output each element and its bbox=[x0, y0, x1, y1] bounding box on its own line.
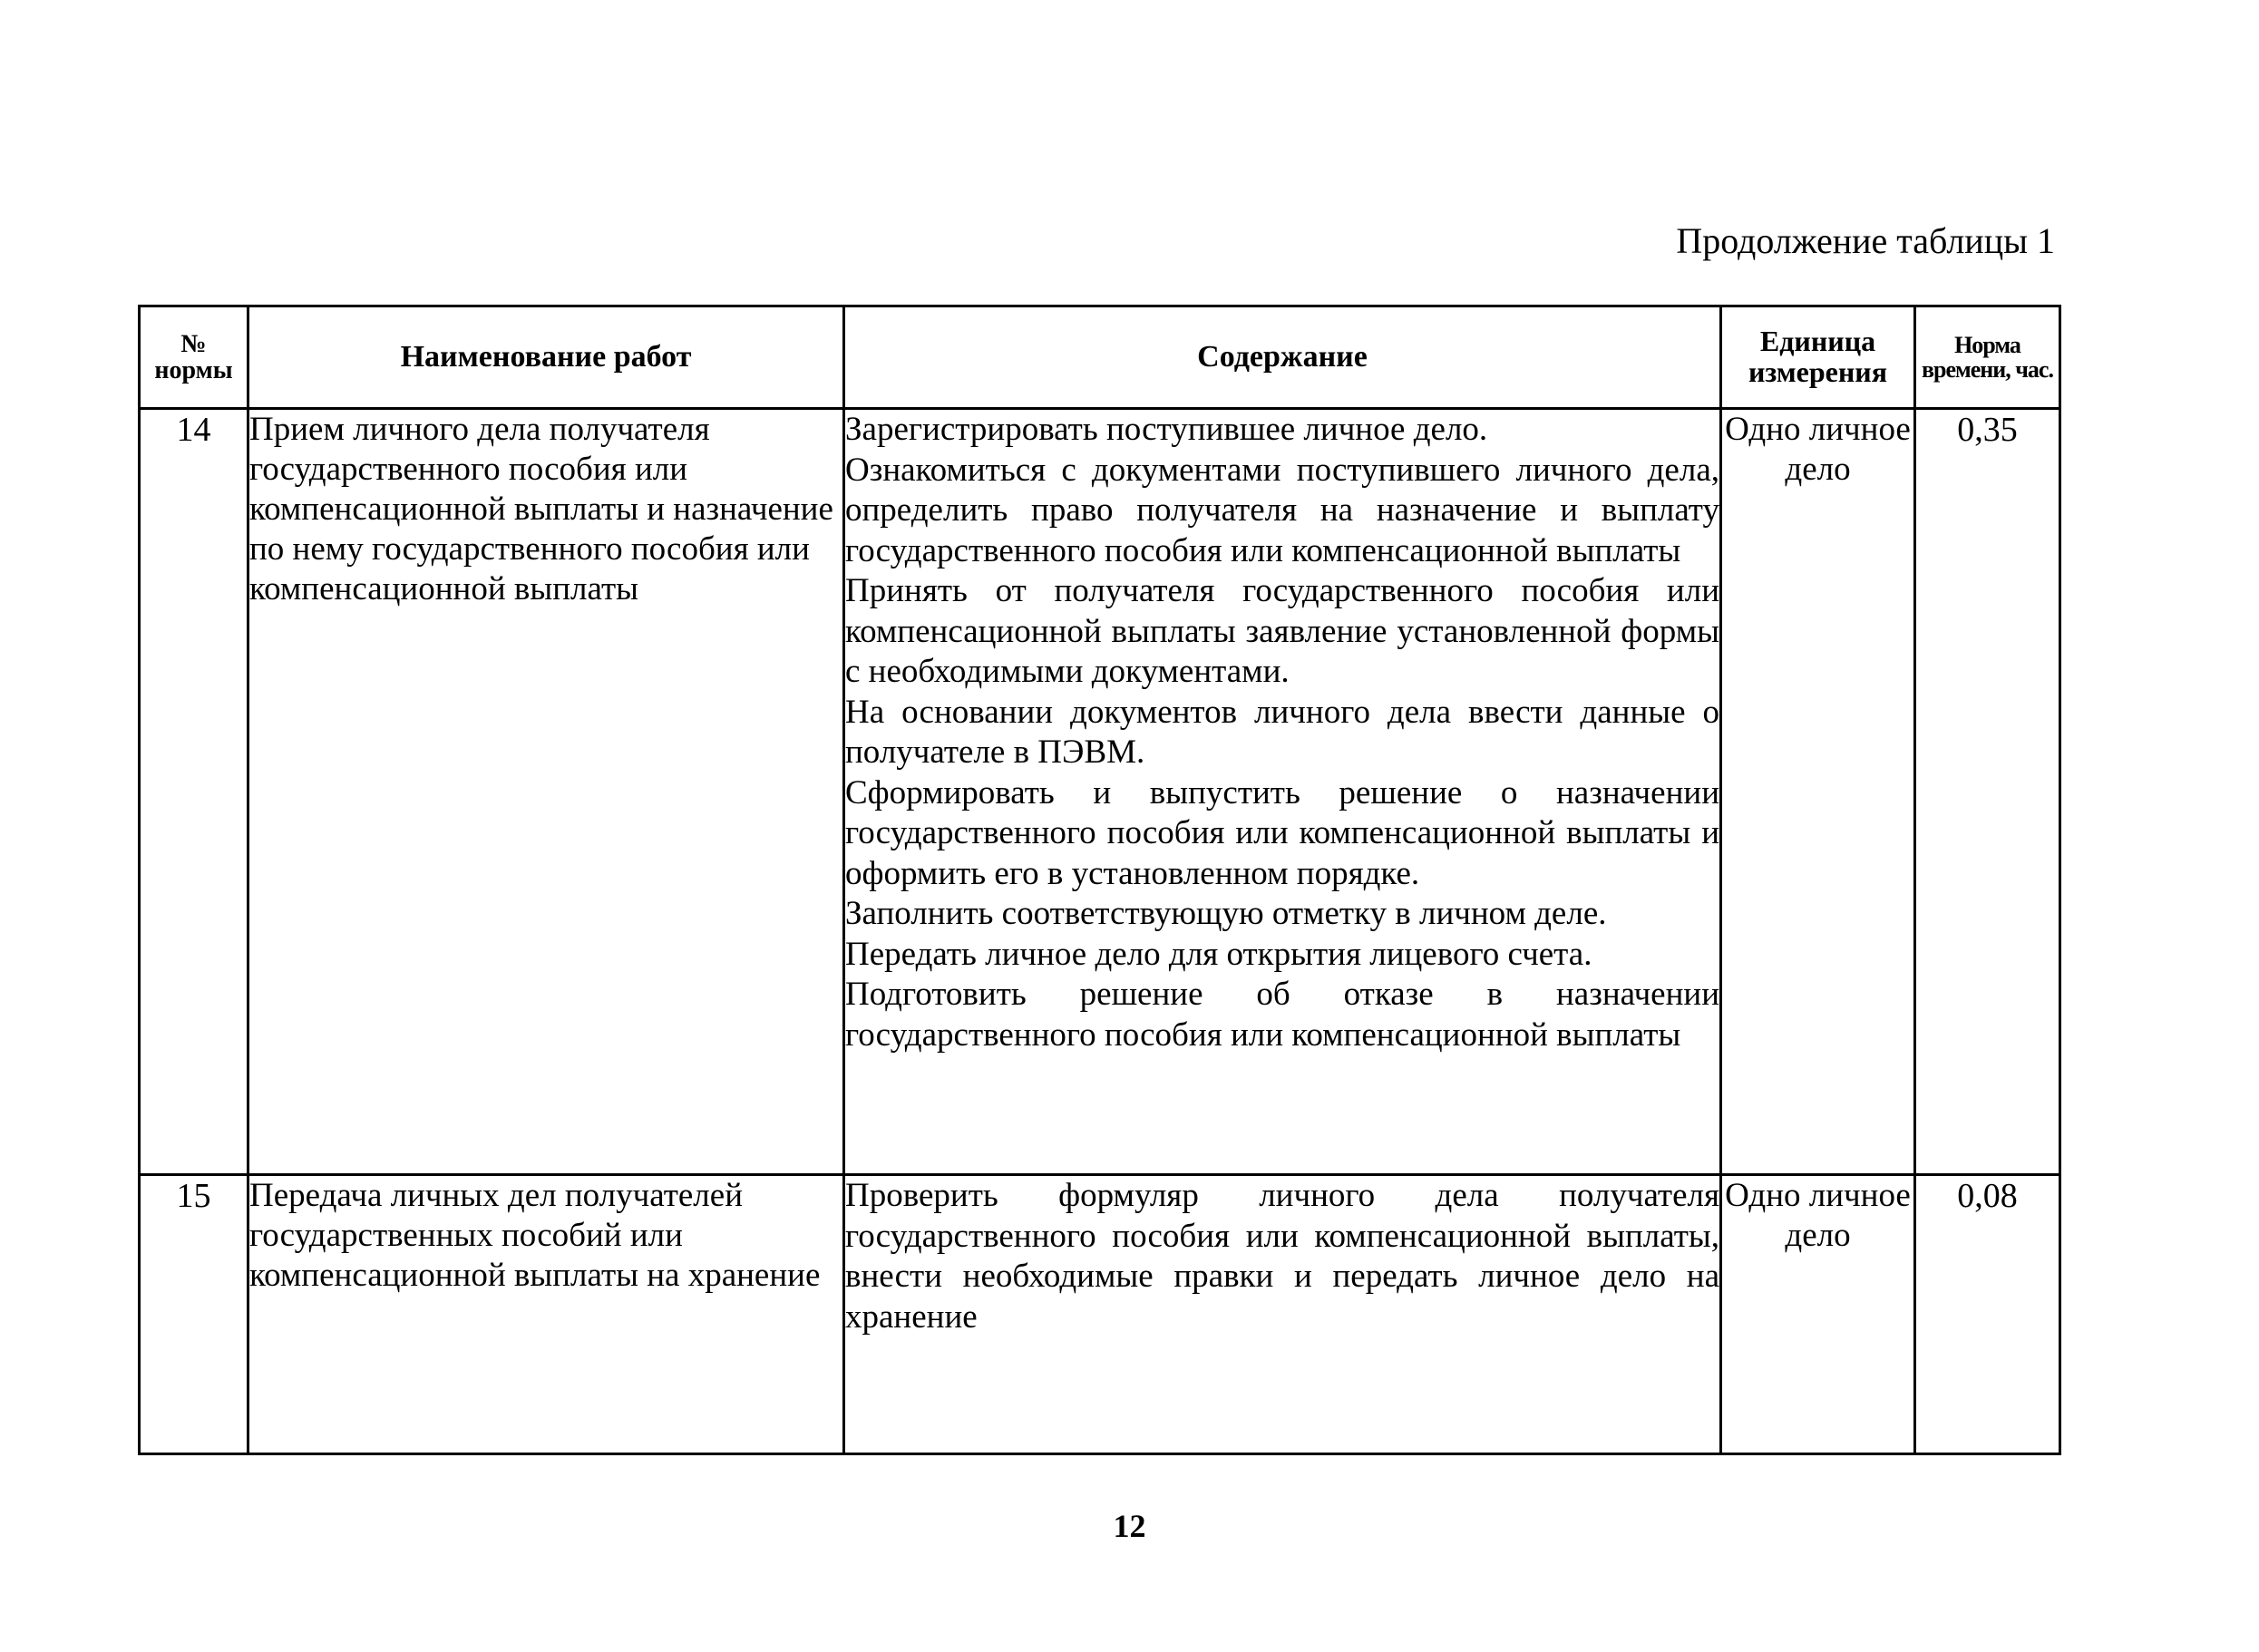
content-line: Передать личное дело для открытия лицевого счета. bbox=[845, 935, 1592, 973]
table-header-row bbox=[140, 306, 2060, 409]
table-continuation-label: Продолжение таблицы 1 bbox=[1676, 220, 2055, 261]
content-line: Ознакомиться с документами поступившего личного дела, определить право получателя на назначение и выплату государственного пособия или компенсационной выплаты bbox=[845, 451, 1719, 569]
content-line: Сформировать и выпустить решение о назначении государственного пособия или компенсационной выплаты и оформить его в установленном порядке. bbox=[845, 773, 1719, 892]
header-content: Содержание bbox=[844, 306, 1721, 409]
header-unit: Единица измерения bbox=[1721, 306, 1915, 409]
work-name: Прием личного дела получателя государственного пособия или компенсационной выплаты и назначение по нему государственного пособия или компенсационной выплаты bbox=[248, 409, 844, 1175]
work-content bbox=[844, 409, 1721, 1175]
content-line: Принять от получателя государственного пособия или компенсационной выплаты заявление установленной формы с необходимыми документами. bbox=[845, 572, 1719, 690]
content-line: Заполнить соответствующую отметку в личном деле. bbox=[845, 895, 1607, 932]
page-number: 12 bbox=[1113, 1508, 1146, 1544]
content-line: Проверить формуляр личного дела получателя государственного пособия или компенсационной выплаты, внести необходимые правки и передать личное дело на хранение bbox=[845, 1177, 1719, 1336]
table-row bbox=[140, 1175, 2060, 1454]
header-number: № нормы bbox=[140, 306, 248, 409]
unit-of-measure: Одно личное дело bbox=[1721, 409, 1915, 1175]
unit-of-measure: Одно личное дело bbox=[1721, 1175, 1915, 1454]
work-name: Передача личных дел получателей государственных пособий или компенсационной выплаты на хранение bbox=[248, 1175, 844, 1454]
header-norm: Норма времени, час. bbox=[1915, 306, 2060, 409]
content-line: На основании документов личного дела ввести данные о получателе в ПЭВМ. bbox=[845, 693, 1719, 771]
work-content bbox=[844, 1175, 1721, 1454]
content-line: Зарегистрировать поступившее личное дело. bbox=[845, 411, 1488, 448]
table-row bbox=[140, 409, 2060, 1175]
content-line: Подготовить решение об отказе в назначении государственного пособия или компенсационной выплаты bbox=[845, 976, 1719, 1054]
row-number: 15 bbox=[140, 1175, 248, 1454]
time-norm: 0,35 bbox=[1915, 409, 2060, 1175]
header-name: Наименование работ bbox=[248, 306, 844, 409]
row-number: 14 bbox=[140, 409, 248, 1175]
norms-table bbox=[138, 305, 2061, 1455]
time-norm: 0,08 bbox=[1915, 1175, 2060, 1454]
